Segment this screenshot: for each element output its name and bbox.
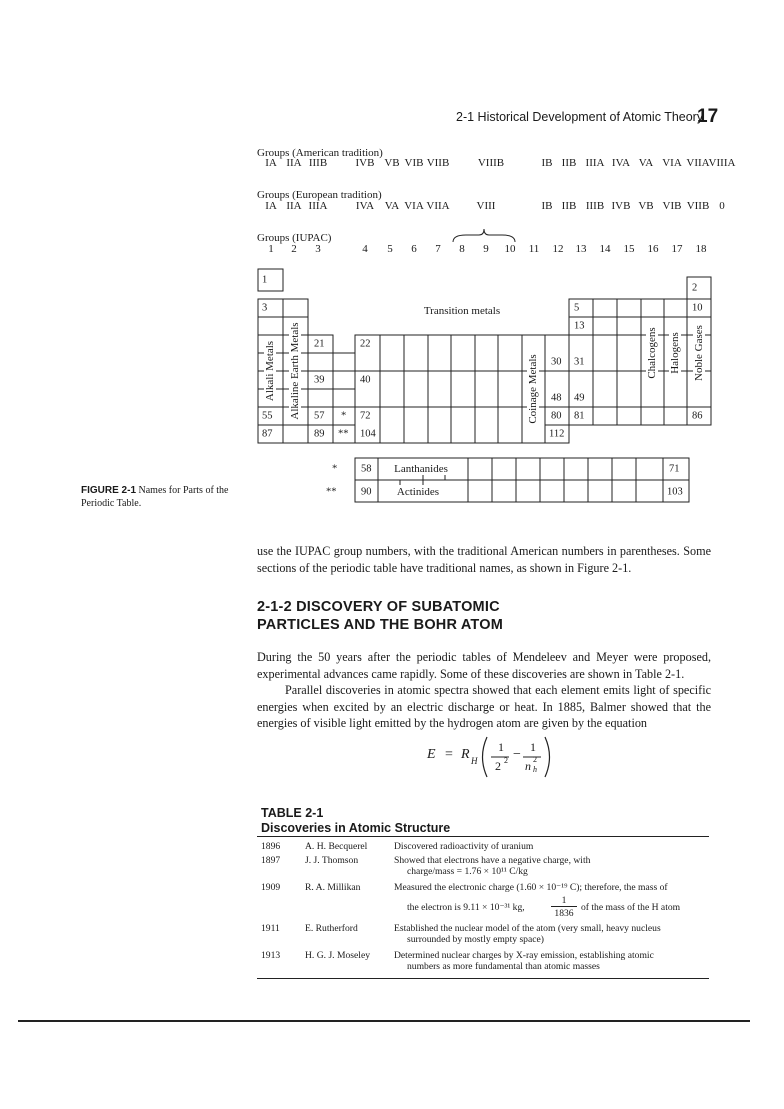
noble-gases-label: Noble Gases	[693, 325, 705, 381]
figure-caption-label: FIGURE 2-1	[81, 485, 137, 496]
element-cell-number: 40	[360, 374, 371, 386]
group-european-label-4: IVA	[355, 200, 375, 212]
groups-american-title: Groups (American tradition)	[257, 147, 383, 159]
element-cell-number: 49	[574, 392, 585, 404]
group-european-label-11: IIIB	[585, 200, 605, 212]
table-row-1-who: A. H. Becquerel	[305, 841, 368, 852]
group-iupac-label-15: 15	[623, 243, 635, 255]
group-european-label-5: VA	[384, 200, 400, 212]
group-iupac-label-10: 10	[504, 243, 516, 255]
group-american-label-16: VIIIA	[708, 157, 736, 169]
table-row-5-year: 1913	[261, 950, 281, 961]
equation-coefficient: R	[461, 747, 470, 762]
f-block	[326, 457, 690, 505]
fraction-1-numerator: 1	[498, 740, 504, 754]
table-bottom-rule	[257, 978, 709, 979]
element-cell-number: 81	[574, 410, 585, 422]
page-bottom-rule	[18, 1020, 750, 1022]
fraction-2-denominator: n	[525, 759, 531, 773]
group-european-label-8: VIII	[476, 200, 496, 212]
group-american-label-7: VIIB	[426, 157, 450, 169]
group-american-label-3: IIIB	[308, 157, 328, 169]
groups-iupac-title: Groups (IUPAC)	[257, 232, 332, 244]
element-cell-number: 22	[360, 338, 371, 350]
table-row-3-year: 1909	[261, 882, 281, 893]
group-european-label-6: VIA	[404, 200, 424, 212]
group-iupac-label-2: 2	[291, 243, 297, 255]
table-row-3-what: Measured the electronic charge (1.60 × 10⁻¹⁹ C); therefore, the mass of	[394, 882, 668, 893]
element-cell-number: 13	[574, 320, 585, 332]
group-european-label-14: VIB	[662, 200, 682, 212]
running-header: 2-1 Historical Development of Atomic Theory	[456, 110, 704, 124]
section-heading-line-2: PARTICLES AND THE BOHR ATOM	[257, 617, 503, 633]
table-top-rule	[257, 836, 709, 837]
group-iupac-label-9: 9	[483, 243, 489, 255]
page-number: 17	[697, 106, 719, 127]
group-american-label-2: IIA	[286, 157, 302, 169]
table-row-3-fraction-denominator: 1836	[554, 908, 574, 919]
table-row-1-year: 1896	[261, 841, 281, 852]
group-iupac-label-7: 7	[435, 243, 441, 255]
group-iupac-label-18: 18	[695, 243, 707, 255]
element-cell-number: 2	[692, 282, 698, 294]
actinide-marker: **	[326, 486, 337, 498]
table-row-3-fraction-numerator: 1	[561, 895, 567, 906]
group-iupac-label-11: 11	[528, 243, 540, 255]
equation-lhs: E	[427, 747, 436, 762]
alkali-metals-label: Alkali Metals	[264, 340, 276, 402]
group-european-label-3: IIIA	[308, 200, 328, 212]
group-iupac-label-3: 3	[315, 243, 321, 255]
element-cell-number: 1	[262, 274, 268, 286]
lanthanide-end: 71	[669, 463, 680, 475]
group-american-label-4: IVB	[355, 157, 375, 169]
group-iupac-label-8: 8	[459, 243, 465, 255]
table-row-5-what-continued: numbers as more fundamental than atomic masses	[407, 961, 600, 972]
group-american-label-9: IB	[541, 157, 553, 169]
group-american-label-1: IA	[265, 157, 277, 169]
alkaline-earth-metals-label: Alkaline Earth Metals	[289, 322, 301, 420]
group-iupac-label-13: 13	[575, 243, 587, 255]
group-american-label-12: IVA	[611, 157, 631, 169]
paragraph-1: use the IUPAC group numbers, with the traditional American numbers in parentheses. Some sections of the periodic table have traditional names, as shown in Figure 2-1.	[257, 544, 711, 575]
element-cell-number: 86	[692, 410, 703, 422]
f-block-marker: **	[338, 428, 349, 440]
section-heading	[257, 598, 503, 634]
equation-equals: =	[445, 747, 453, 762]
element-cell-number: 30	[551, 356, 562, 368]
group-european-label-15: VIIB	[686, 200, 710, 212]
element-cell-number: 3	[262, 302, 268, 314]
group-iupac-label-4: 4	[362, 243, 368, 255]
element-cell-number: 57	[314, 410, 325, 422]
fraction-2-numerator: 1	[530, 740, 536, 754]
group-european-label-13: VB	[638, 200, 654, 212]
element-cell-number: 80	[551, 410, 562, 422]
groups-european-title: Groups (European tradition)	[257, 189, 382, 201]
group-american-label-6: VIB	[404, 157, 424, 169]
table-row-5-who: H. G. J. Moseley	[305, 950, 371, 961]
group-european-label-10: IIB	[561, 200, 577, 212]
element-cell-number: 31	[574, 356, 585, 368]
balmer-equation	[421, 735, 551, 779]
group-american-label-14: VIA	[662, 157, 682, 169]
periodic-table	[257, 268, 712, 446]
fraction-1-denominator: 2	[495, 759, 501, 773]
fraction-2-denominator-subscript: h	[533, 765, 537, 774]
group-american-label-8: VIIIB	[477, 157, 505, 169]
fraction-2-denominator-exponent: 2	[533, 755, 537, 764]
table-label: TABLE 2-1	[261, 806, 324, 820]
chalcogens-label: Chalcogens	[646, 327, 658, 379]
group-american-label-13: VA	[638, 157, 654, 169]
element-cell-number: 89	[314, 428, 325, 440]
group-iupac-label-1: 1	[268, 243, 274, 255]
table-row-2-what: Showed that electrons have a negative charge, with	[394, 855, 591, 866]
equation-coefficient-subscript: H	[471, 756, 478, 766]
element-cell-number: 10	[692, 302, 703, 314]
table-row-2-what-continued: charge/mass = 1.76 × 10¹¹ C/kg	[407, 866, 528, 877]
group-american-label-15: VIIA	[686, 157, 710, 169]
element-cell-number: 104	[360, 428, 376, 440]
table-row-4-what: Established the nuclear model of the atom (very small, heavy nucleus	[394, 923, 661, 934]
lanthanides-label: Lanthanides	[394, 463, 448, 475]
element-cell-number: 5	[574, 302, 580, 314]
group-european-label-9: IB	[541, 200, 553, 212]
group-iupac-label-6: 6	[411, 243, 417, 255]
table-row-4-year: 1911	[261, 923, 280, 934]
table-heading	[261, 806, 450, 836]
paragraph-3: Parallel discoveries in atomic spectra showed that each element emits light of specific energies when excited by an electric discharge or heat. In 1885, Balmer showed that the energies of visible light emitted by the hydrogen atom are given by the equation	[257, 683, 711, 730]
element-cell-number: 21	[314, 338, 325, 350]
element-cell-number: 112	[549, 428, 565, 440]
figure-caption	[81, 484, 241, 510]
group-american-label-10: IIB	[561, 157, 577, 169]
group-european-label-7: VIIA	[426, 200, 450, 212]
group-iupac-label-12: 12	[552, 243, 564, 255]
actinide-end: 103	[667, 486, 683, 498]
periodic-table-grid	[257, 268, 712, 446]
group-iupac-label-5: 5	[387, 243, 393, 255]
table-row-5-what: Determined nuclear charges by X-ray emission, establishing atomic	[394, 950, 654, 961]
f-block-grid	[330, 457, 690, 505]
lanthanide-marker: *	[332, 463, 338, 475]
group-american-label-5: VB	[384, 157, 400, 169]
table-row-3-fraction-bar	[551, 906, 577, 907]
actinides-label: Actinides	[396, 486, 440, 498]
element-cell-number: 48	[551, 392, 562, 404]
element-cell-number: 87	[262, 428, 273, 440]
table-row-3-what-tail: of the mass of the H atom	[581, 902, 681, 913]
table-row-2-who: J. J. Thomson	[305, 855, 359, 866]
paragraph-2: During the 50 years after the periodic tables of Mendeleev and Meyer were proposed, experimental advances came rapidly. Some of these discoveries are shown in Table 2-1.	[257, 650, 711, 681]
section-heading-line-1: 2-1-2 DISCOVERY OF SUBATOMIC	[257, 599, 500, 615]
figure-caption-text: Names for Parts of the Periodic Table.	[81, 485, 229, 509]
table-row-1-what: Discovered radioactivity of uranium	[394, 841, 534, 852]
element-cell-number: 72	[360, 410, 371, 422]
group-american-label-11: IIIA	[585, 157, 605, 169]
transition-metals-label: Transition metals	[423, 305, 501, 317]
group-european-label-16: 0	[719, 200, 725, 212]
lanthanide-start: 58	[361, 463, 372, 475]
group-iupac-label-14: 14	[599, 243, 611, 255]
table-row-4-what-continued: surrounded by mostly empty space)	[407, 934, 544, 945]
element-cell-number: 39	[314, 374, 325, 386]
table-title: Discoveries in Atomic Structure	[261, 821, 451, 835]
fraction-1-denominator-exponent: 2	[504, 756, 508, 765]
table-row-2-year: 1897	[261, 855, 281, 866]
actinide-start: 90	[361, 486, 372, 498]
group-european-label-1: IA	[265, 200, 277, 212]
equation-minus: −	[513, 747, 521, 762]
group-8-10-brace	[450, 228, 518, 244]
table-row-3-who: R. A. Millikan	[305, 882, 361, 893]
table-row-4-who: E. Rutherford	[305, 923, 358, 934]
table-row-3-what-continued: the electron is 9.11 × 10⁻³¹ kg,	[407, 902, 525, 913]
group-european-label-12: IVB	[611, 200, 631, 212]
f-block-marker: *	[341, 410, 347, 422]
element-cell-number: 55	[262, 410, 273, 422]
group-iupac-label-17: 17	[671, 243, 683, 255]
halogens-label: Halogens	[669, 332, 681, 374]
group-european-label-2: IIA	[286, 200, 302, 212]
coinage-metals-label: Coinage Metals	[527, 354, 539, 424]
group-iupac-label-16: 16	[647, 243, 659, 255]
